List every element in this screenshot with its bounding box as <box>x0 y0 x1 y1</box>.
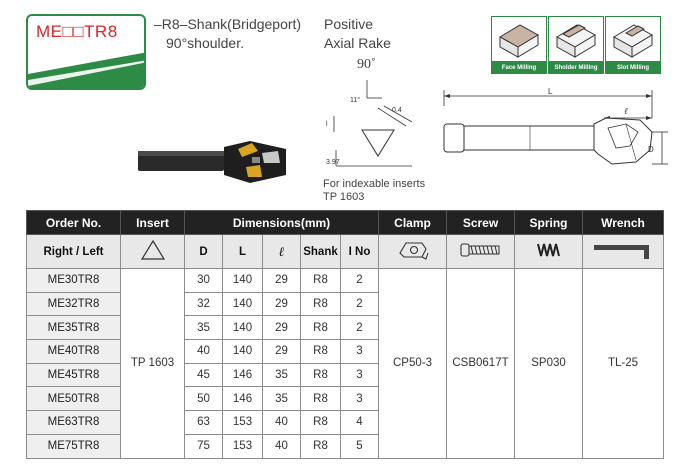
application-icons <box>491 16 661 74</box>
svg-text:l: l <box>326 121 328 128</box>
spring-cell: SP030 <box>515 269 583 459</box>
ell-cell: 29 <box>263 340 301 364</box>
insert-geometry-diagram <box>322 80 432 180</box>
shank-cell: R8 <box>301 387 341 411</box>
shank-cell: R8 <box>301 269 341 293</box>
app-face-milling <box>491 16 547 74</box>
order-no-cell: ME45TR8 <box>27 363 121 387</box>
order-no-cell: ME32TR8 <box>27 292 121 316</box>
ino-cell: 2 <box>341 269 379 293</box>
ino-cell: 3 <box>341 363 379 387</box>
shank-cell: R8 <box>301 411 341 435</box>
shank-cell: R8 <box>301 292 341 316</box>
clamp-icon <box>379 235 447 269</box>
col-screw: Screw <box>447 211 515 235</box>
rake-line1: Positive <box>324 16 374 32</box>
spec-table-body <box>27 269 664 459</box>
svg-text:3.97: 3.97 <box>326 159 340 166</box>
screw-icon <box>447 235 515 269</box>
clamp-cell: CP50-3 <box>379 269 447 459</box>
reach-dimension-label: ℓ <box>624 106 628 116</box>
series-code: ME□□TR8 <box>36 22 118 41</box>
shoulder-milling-icon <box>548 16 604 62</box>
col-insert: Insert <box>121 211 185 235</box>
subcol-l: L <box>223 235 263 269</box>
series-badge <box>26 14 146 90</box>
l-cell: 153 <box>223 434 263 458</box>
insert-note-line1: For indexable inserts <box>323 178 426 190</box>
diameter-dimension-label: D <box>648 145 654 154</box>
ell-cell: 29 <box>263 269 301 293</box>
rake-line2: Axial Rake <box>324 35 391 51</box>
table-row <box>27 269 664 293</box>
length-dimension-label: L <box>548 88 553 96</box>
ell-cell: 29 <box>263 316 301 340</box>
l-cell: 140 <box>223 340 263 364</box>
app-label: Slot Milling <box>605 62 661 74</box>
ino-cell: 2 <box>341 316 379 340</box>
ino-cell: 2 <box>341 292 379 316</box>
order-no-cell: ME35TR8 <box>27 316 121 340</box>
subcol-ino: I No <box>341 235 379 269</box>
d-cell: 63 <box>185 411 223 435</box>
col-dimensions: Dimensions(mm) <box>185 211 379 235</box>
ino-cell: 4 <box>341 411 379 435</box>
spec-table <box>26 210 664 459</box>
app-slot-milling <box>605 16 661 74</box>
slot-milling-icon <box>605 16 661 62</box>
wrench-icon <box>583 235 664 269</box>
ino-cell: 3 <box>341 387 379 411</box>
svg-text:11°: 11° <box>350 97 361 104</box>
d-cell: 30 <box>185 269 223 293</box>
app-shoulder-milling <box>548 16 604 74</box>
d-cell: 50 <box>185 387 223 411</box>
order-no-cell: ME63TR8 <box>27 411 121 435</box>
l-cell: 153 <box>223 411 263 435</box>
insert-cell: TP 1603 <box>121 269 185 459</box>
shank-cell: R8 <box>301 363 341 387</box>
app-label: Sholder Milling <box>548 62 604 74</box>
ell-cell: 40 <box>263 411 301 435</box>
ell-cell: 40 <box>263 434 301 458</box>
screw-cell: CSB0617T <box>447 269 515 459</box>
approach-angle-label: 90˚ <box>357 57 376 72</box>
d-cell: 75 <box>185 434 223 458</box>
table-header-row <box>27 211 664 235</box>
l-cell: 146 <box>223 363 263 387</box>
d-cell: 35 <box>185 316 223 340</box>
ell-cell: 29 <box>263 292 301 316</box>
l-cell: 140 <box>223 292 263 316</box>
shank-cell: R8 <box>301 316 341 340</box>
cutter-dimension-drawing <box>440 88 670 183</box>
subcol-shank: Shank <box>301 235 341 269</box>
end-mill-photo <box>138 137 290 187</box>
col-spring: Spring <box>515 211 583 235</box>
face-milling-icon <box>491 16 547 62</box>
app-label: Face Milling <box>491 62 547 74</box>
ino-cell: 3 <box>341 340 379 364</box>
ell-cell: 35 <box>263 387 301 411</box>
order-no-cell: ME40TR8 <box>27 340 121 364</box>
l-cell: 146 <box>223 387 263 411</box>
col-wrench: Wrench <box>583 211 664 235</box>
d-cell: 32 <box>185 292 223 316</box>
insert-note-line2: TP 1603 <box>323 191 365 203</box>
order-no-cell: ME30TR8 <box>27 269 121 293</box>
subcol-right-left: Right / Left <box>27 235 121 269</box>
triangle-insert-icon <box>121 235 185 269</box>
col-order-no: Order No. <box>27 211 121 235</box>
d-cell: 45 <box>185 363 223 387</box>
shank-cell: R8 <box>301 434 341 458</box>
subcol-d: D <box>185 235 223 269</box>
order-no-cell: ME50TR8 <box>27 387 121 411</box>
ino-cell: 5 <box>341 434 379 458</box>
l-cell: 140 <box>223 316 263 340</box>
subcol-ell: ℓ <box>263 235 301 269</box>
col-clamp: Clamp <box>379 211 447 235</box>
description-line1: –R8–Shank(Bridgeport) <box>154 16 302 32</box>
d-cell: 40 <box>185 340 223 364</box>
order-no-cell: ME75TR8 <box>27 434 121 458</box>
l-cell: 140 <box>223 269 263 293</box>
shank-cell: R8 <box>301 340 341 364</box>
description-line2: 90°shoulder. <box>166 35 244 51</box>
table-subheader-row <box>27 235 664 269</box>
ell-cell: 35 <box>263 363 301 387</box>
wrench-cell: TL-25 <box>583 269 664 459</box>
spring-icon <box>515 235 583 269</box>
svg-text:0.4: 0.4 <box>392 107 402 114</box>
